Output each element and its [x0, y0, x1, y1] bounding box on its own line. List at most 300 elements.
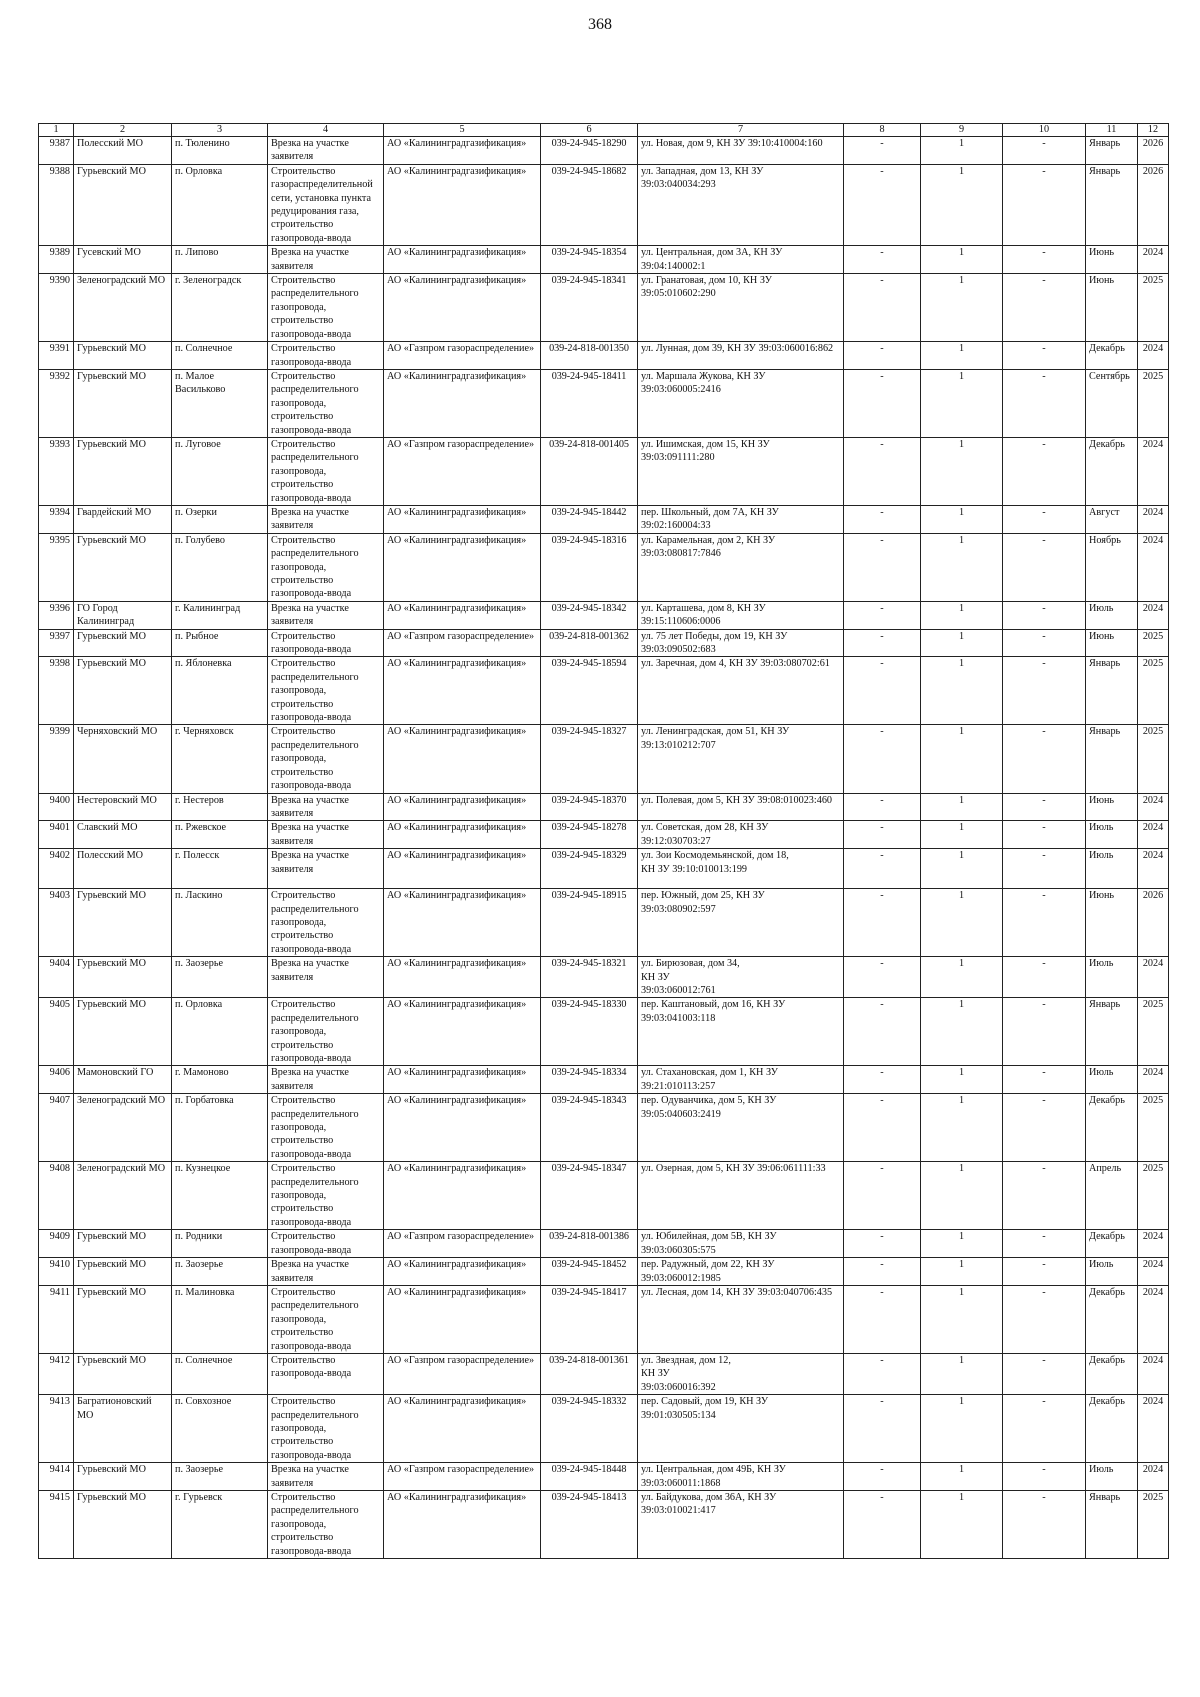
application-code-cell: 039-24-945-18342: [541, 601, 638, 629]
column-8-value-cell: -: [844, 342, 921, 370]
registry-body: [39, 137, 1169, 1559]
application-code-cell: 039-24-945-18327: [541, 725, 638, 793]
work-type-cell: Строительство распределительного газопровода, строительство газопровода-ввода: [268, 1395, 384, 1463]
address-cell: пер. Каштановый, дом 16, КН ЗУ 39:03:041003:118: [638, 998, 844, 1066]
organization-cell: АО «Газпром газораспределение»: [384, 342, 541, 370]
column-8-value-cell: -: [844, 957, 921, 998]
municipality-cell: Гурьевский МО: [74, 533, 172, 601]
municipality-cell: Гурьевский МО: [74, 957, 172, 998]
column-8-value-cell: -: [844, 1162, 921, 1230]
row-number-cell: 9403: [39, 889, 74, 957]
year-cell: 2026: [1138, 137, 1169, 165]
work-type-cell: Строительство распределительного газопровода, строительство газопровода-ввода: [268, 1285, 384, 1353]
month-cell: Июль: [1086, 1066, 1138, 1094]
column-9-value-cell: 1: [921, 342, 1003, 370]
table-row: [39, 793, 1169, 821]
address-cell: ул. Лунная, дом 39, КН ЗУ 39:03:060016:862: [638, 342, 844, 370]
table-row: [39, 164, 1169, 245]
column-9-value-cell: 1: [921, 1285, 1003, 1353]
row-number-cell: 9389: [39, 246, 74, 274]
settlement-cell: п. Кузнецкое: [172, 1162, 268, 1230]
month-cell: Ноябрь: [1086, 533, 1138, 601]
municipality-cell: Гурьевский МО: [74, 342, 172, 370]
month-cell: Январь: [1086, 657, 1138, 725]
row-number-cell: 9396: [39, 601, 74, 629]
year-cell: 2024: [1138, 1230, 1169, 1258]
column-10-value-cell: -: [1003, 725, 1086, 793]
row-number-cell: 9415: [39, 1491, 74, 1559]
address-cell: ул. Лесная, дом 14, КН ЗУ 39:03:040706:435: [638, 1285, 844, 1353]
address-cell: ул. Западная, дом 13, КН ЗУ 39:03:040034:293: [638, 164, 844, 245]
column-8-value-cell: -: [844, 1285, 921, 1353]
column-10-value-cell: -: [1003, 164, 1086, 245]
column-10-value-cell: -: [1003, 821, 1086, 849]
column-8-value-cell: -: [844, 849, 921, 889]
address-cell: пер. Южный, дом 25, КН ЗУ 39:03:080902:597: [638, 889, 844, 957]
column-10-value-cell: -: [1003, 601, 1086, 629]
address-cell: ул. Полевая, дом 5, КН ЗУ 39:08:010023:460: [638, 793, 844, 821]
column-8-value-cell: -: [844, 137, 921, 165]
row-number-cell: 9387: [39, 137, 74, 165]
column-9-value-cell: 1: [921, 821, 1003, 849]
table-row: [39, 533, 1169, 601]
municipality-cell: Полесский МО: [74, 137, 172, 165]
municipality-cell: Черняховский МО: [74, 725, 172, 793]
work-type-cell: Строительство газопровода-ввода: [268, 1353, 384, 1394]
address-cell: ул. Стахановская, дом 1, КН ЗУ 39:21:010113:257: [638, 1066, 844, 1094]
application-code-cell: 039-24-945-18411: [541, 369, 638, 437]
organization-cell: АО «Калининградгазификация»: [384, 725, 541, 793]
table-row: [39, 1094, 1169, 1162]
column-8-value-cell: -: [844, 1491, 921, 1559]
work-type-cell: Строительство распределительного газопровода, строительство газопровода-ввода: [268, 725, 384, 793]
row-number-cell: 9414: [39, 1463, 74, 1491]
table-row: [39, 437, 1169, 505]
month-cell: Июль: [1086, 1258, 1138, 1286]
address-cell: ул. Зои Космодемьянской, дом 18, КН ЗУ 39:10:010013:199: [638, 849, 844, 889]
settlement-cell: г. Полесск: [172, 849, 268, 889]
column-10-value-cell: -: [1003, 137, 1086, 165]
year-cell: 2025: [1138, 657, 1169, 725]
settlement-cell: п. Совхозное: [172, 1395, 268, 1463]
row-number-cell: 9394: [39, 505, 74, 533]
table-row: [39, 1463, 1169, 1491]
work-type-cell: Строительство распределительного газопровода, строительство газопровода-ввода: [268, 998, 384, 1066]
year-cell: 2025: [1138, 629, 1169, 657]
column-10-value-cell: -: [1003, 849, 1086, 889]
address-cell: пер. Садовый, дом 19, КН ЗУ 39:01:030505:134: [638, 1395, 844, 1463]
application-code-cell: 039-24-945-18448: [541, 1463, 638, 1491]
year-cell: 2024: [1138, 821, 1169, 849]
year-cell: 2024: [1138, 437, 1169, 505]
organization-cell: АО «Калининградгазификация»: [384, 998, 541, 1066]
municipality-cell: Гусевский МО: [74, 246, 172, 274]
column-10-value-cell: -: [1003, 1230, 1086, 1258]
organization-cell: АО «Калининградгазификация»: [384, 274, 541, 342]
organization-cell: АО «Калининградгазификация»: [384, 1285, 541, 1353]
settlement-cell: г. Мамоново: [172, 1066, 268, 1094]
row-number-cell: 9412: [39, 1353, 74, 1394]
row-number-cell: 9406: [39, 1066, 74, 1094]
column-8-value-cell: -: [844, 1094, 921, 1162]
column-10-value-cell: -: [1003, 1463, 1086, 1491]
row-number-cell: 9393: [39, 437, 74, 505]
year-cell: 2024: [1138, 246, 1169, 274]
column-10-value-cell: -: [1003, 793, 1086, 821]
address-cell: пер. Школьный, дом 7А, КН ЗУ 39:02:160004:33: [638, 505, 844, 533]
work-type-cell: Врезка на участке заявителя: [268, 1066, 384, 1094]
column-header: 8: [844, 124, 921, 137]
application-code-cell: 039-24-945-18341: [541, 274, 638, 342]
month-cell: Июль: [1086, 601, 1138, 629]
column-8-value-cell: -: [844, 821, 921, 849]
column-9-value-cell: 1: [921, 793, 1003, 821]
row-number-cell: 9409: [39, 1230, 74, 1258]
column-8-value-cell: -: [844, 369, 921, 437]
column-9-value-cell: 1: [921, 1094, 1003, 1162]
application-code-cell: 039-24-945-18334: [541, 1066, 638, 1094]
column-10-value-cell: -: [1003, 246, 1086, 274]
work-type-cell: Строительство газораспределительной сети, установка пункта редуцирования газа, строительство газопровода-ввода: [268, 164, 384, 245]
column-8-value-cell: -: [844, 246, 921, 274]
table-row: [39, 1395, 1169, 1463]
organization-cell: АО «Калининградгазификация»: [384, 1395, 541, 1463]
column-10-value-cell: -: [1003, 505, 1086, 533]
month-cell: Декабрь: [1086, 437, 1138, 505]
work-type-cell: Строительство газопровода-ввода: [268, 629, 384, 657]
address-cell: ул. Байдукова, дом 36А, КН ЗУ 39:03:010021:417: [638, 1491, 844, 1559]
gasification-registry-table: [38, 123, 1169, 1559]
row-number-cell: 9407: [39, 1094, 74, 1162]
work-type-cell: Врезка на участке заявителя: [268, 821, 384, 849]
work-type-cell: Врезка на участке заявителя: [268, 601, 384, 629]
column-9-value-cell: 1: [921, 1353, 1003, 1394]
municipality-cell: Гурьевский МО: [74, 998, 172, 1066]
application-code-cell: 039-24-945-18413: [541, 1491, 638, 1559]
application-code-cell: 039-24-818-001405: [541, 437, 638, 505]
address-cell: ул. Звездная, дом 12, КН ЗУ 39:03:060016:392: [638, 1353, 844, 1394]
municipality-cell: Гурьевский МО: [74, 1230, 172, 1258]
month-cell: Январь: [1086, 998, 1138, 1066]
application-code-cell: 039-24-945-18370: [541, 793, 638, 821]
year-cell: 2024: [1138, 1066, 1169, 1094]
column-8-value-cell: -: [844, 164, 921, 245]
settlement-cell: г. Черняховск: [172, 725, 268, 793]
column-header: 1: [39, 124, 74, 137]
column-8-value-cell: -: [844, 274, 921, 342]
address-cell: ул. Ишимская, дом 15, КН ЗУ 39:03:091111:280: [638, 437, 844, 505]
table-row: [39, 1258, 1169, 1286]
month-cell: Апрель: [1086, 1162, 1138, 1230]
address-cell: ул. Карамельная, дом 2, КН ЗУ 39:03:080817:7846: [638, 533, 844, 601]
column-8-value-cell: -: [844, 1258, 921, 1286]
organization-cell: АО «Калининградгазификация»: [384, 889, 541, 957]
organization-cell: АО «Калининградгазификация»: [384, 821, 541, 849]
municipality-cell: Полесский МО: [74, 849, 172, 889]
table-row: [39, 1162, 1169, 1230]
column-9-value-cell: 1: [921, 1230, 1003, 1258]
table-row: [39, 1285, 1169, 1353]
year-cell: 2025: [1138, 998, 1169, 1066]
year-cell: 2024: [1138, 1395, 1169, 1463]
organization-cell: АО «Газпром газораспределение»: [384, 629, 541, 657]
organization-cell: АО «Калининградгазификация»: [384, 137, 541, 165]
column-header: 7: [638, 124, 844, 137]
settlement-cell: п. Озерки: [172, 505, 268, 533]
settlement-cell: г. Гурьевск: [172, 1491, 268, 1559]
table-row: [39, 369, 1169, 437]
row-number-cell: 9411: [39, 1285, 74, 1353]
month-cell: Июль: [1086, 957, 1138, 998]
municipality-cell: Багратионовский МО: [74, 1395, 172, 1463]
organization-cell: АО «Калининградгазификация»: [384, 601, 541, 629]
application-code-cell: 039-24-945-18321: [541, 957, 638, 998]
row-number-cell: 9391: [39, 342, 74, 370]
table-row: [39, 601, 1169, 629]
table-row: [39, 821, 1169, 849]
address-cell: пер. Одуванчика, дом 5, КН ЗУ 39:05:040603:2419: [638, 1094, 844, 1162]
work-type-cell: Строительство газопровода-ввода: [268, 1230, 384, 1258]
municipality-cell: Гурьевский МО: [74, 1491, 172, 1559]
year-cell: 2025: [1138, 725, 1169, 793]
table-row: [39, 657, 1169, 725]
column-9-value-cell: 1: [921, 137, 1003, 165]
column-9-value-cell: 1: [921, 957, 1003, 998]
column-8-value-cell: -: [844, 1463, 921, 1491]
address-cell: ул. Маршала Жукова, КН ЗУ 39:03:060005:2416: [638, 369, 844, 437]
address-cell: ул. Центральная, дом 3А, КН ЗУ 39:04:140002:1: [638, 246, 844, 274]
address-cell: ул. 75 лет Победы, дом 19, КН ЗУ 39:03:090502:683: [638, 629, 844, 657]
settlement-cell: п. Ржевское: [172, 821, 268, 849]
column-9-value-cell: 1: [921, 274, 1003, 342]
column-10-value-cell: -: [1003, 342, 1086, 370]
column-header: 5: [384, 124, 541, 137]
settlement-cell: п. Луговое: [172, 437, 268, 505]
application-code-cell: 039-24-945-18329: [541, 849, 638, 889]
column-9-value-cell: 1: [921, 437, 1003, 505]
column-header: 9: [921, 124, 1003, 137]
column-8-value-cell: -: [844, 1353, 921, 1394]
column-9-value-cell: 1: [921, 657, 1003, 725]
organization-cell: АО «Калининградгазификация»: [384, 1094, 541, 1162]
column-9-value-cell: 1: [921, 1258, 1003, 1286]
work-type-cell: Строительство газопровода-ввода: [268, 342, 384, 370]
column-header: 11: [1086, 124, 1138, 137]
column-10-value-cell: -: [1003, 1491, 1086, 1559]
column-10-value-cell: -: [1003, 274, 1086, 342]
row-number-cell: 9392: [39, 369, 74, 437]
column-9-value-cell: 1: [921, 369, 1003, 437]
settlement-cell: п. Заозерье: [172, 1463, 268, 1491]
column-10-value-cell: -: [1003, 1285, 1086, 1353]
organization-cell: АО «Калининградгазификация»: [384, 793, 541, 821]
column-10-value-cell: -: [1003, 369, 1086, 437]
column-9-value-cell: 1: [921, 1066, 1003, 1094]
column-10-value-cell: -: [1003, 998, 1086, 1066]
settlement-cell: п. Орловка: [172, 164, 268, 245]
month-cell: Декабрь: [1086, 342, 1138, 370]
column-9-value-cell: 1: [921, 725, 1003, 793]
municipality-cell: Гурьевский МО: [74, 629, 172, 657]
table-row: [39, 342, 1169, 370]
year-cell: 2025: [1138, 1162, 1169, 1230]
work-type-cell: Врезка на участке заявителя: [268, 246, 384, 274]
work-type-cell: Строительство распределительного газопровода, строительство газопровода-ввода: [268, 1094, 384, 1162]
work-type-cell: Строительство распределительного газопровода, строительство газопровода-ввода: [268, 1491, 384, 1559]
column-10-value-cell: -: [1003, 533, 1086, 601]
row-number-cell: 9397: [39, 629, 74, 657]
year-cell: 2026: [1138, 889, 1169, 957]
municipality-cell: Гурьевский МО: [74, 1463, 172, 1491]
organization-cell: АО «Газпром газораспределение»: [384, 1463, 541, 1491]
column-9-value-cell: 1: [921, 1395, 1003, 1463]
municipality-cell: Гурьевский МО: [74, 1353, 172, 1394]
settlement-cell: п. Липово: [172, 246, 268, 274]
column-9-value-cell: 1: [921, 505, 1003, 533]
row-number-cell: 9400: [39, 793, 74, 821]
organization-cell: АО «Калининградгазификация»: [384, 164, 541, 245]
settlement-cell: п. Голубево: [172, 533, 268, 601]
column-8-value-cell: -: [844, 657, 921, 725]
page-number: 368: [588, 16, 612, 33]
settlement-cell: п. Малое Васильково: [172, 369, 268, 437]
column-10-value-cell: -: [1003, 629, 1086, 657]
column-9-value-cell: 1: [921, 1463, 1003, 1491]
table-row: [39, 998, 1169, 1066]
row-number-cell: 9388: [39, 164, 74, 245]
column-10-value-cell: -: [1003, 1162, 1086, 1230]
organization-cell: АО «Калининградгазификация»: [384, 533, 541, 601]
application-code-cell: 039-24-945-18915: [541, 889, 638, 957]
settlement-cell: п. Орловка: [172, 998, 268, 1066]
organization-cell: АО «Газпром газораспределение»: [384, 1230, 541, 1258]
row-number-cell: 9404: [39, 957, 74, 998]
municipality-cell: Гурьевский МО: [74, 437, 172, 505]
column-8-value-cell: -: [844, 601, 921, 629]
application-code-cell: 039-24-818-001361: [541, 1353, 638, 1394]
address-cell: пер. Радужный, дом 22, КН ЗУ 39:03:060012:1985: [638, 1258, 844, 1286]
year-cell: 2024: [1138, 1285, 1169, 1353]
address-cell: ул. Заречная, дом 4, КН ЗУ 39:03:080702:61: [638, 657, 844, 725]
municipality-cell: Гвардейский МО: [74, 505, 172, 533]
year-cell: 2025: [1138, 274, 1169, 342]
table-row: [39, 1353, 1169, 1394]
month-cell: Июнь: [1086, 629, 1138, 657]
table-row: [39, 274, 1169, 342]
column-8-value-cell: -: [844, 1395, 921, 1463]
column-9-value-cell: 1: [921, 164, 1003, 245]
column-header: 6: [541, 124, 638, 137]
application-code-cell: 039-24-818-001386: [541, 1230, 638, 1258]
settlement-cell: п. Солнечное: [172, 342, 268, 370]
organization-cell: АО «Калининградгазификация»: [384, 246, 541, 274]
column-10-value-cell: -: [1003, 1258, 1086, 1286]
address-cell: ул. Ленинградская, дом 51, КН ЗУ 39:13:010212:707: [638, 725, 844, 793]
settlement-cell: п. Ласкино: [172, 889, 268, 957]
column-header: 10: [1003, 124, 1086, 137]
month-cell: Декабрь: [1086, 1094, 1138, 1162]
month-cell: Август: [1086, 505, 1138, 533]
organization-cell: АО «Калининградгазификация»: [384, 1491, 541, 1559]
table-row: [39, 137, 1169, 165]
municipality-cell: Зеленоградский МО: [74, 1094, 172, 1162]
column-9-value-cell: 1: [921, 533, 1003, 601]
column-8-value-cell: -: [844, 889, 921, 957]
column-header-row: [39, 124, 1169, 137]
organization-cell: АО «Калининградгазификация»: [384, 1066, 541, 1094]
row-number-cell: 9413: [39, 1395, 74, 1463]
address-cell: ул. Гранатовая, дом 10, КН ЗУ 39:05:010602:290: [638, 274, 844, 342]
month-cell: Июнь: [1086, 246, 1138, 274]
municipality-cell: Гурьевский МО: [74, 889, 172, 957]
settlement-cell: п. Малиновка: [172, 1285, 268, 1353]
work-type-cell: Строительство распределительного газопровода, строительство газопровода-ввода: [268, 889, 384, 957]
work-type-cell: Строительство распределительного газопровода, строительство газопровода-ввода: [268, 274, 384, 342]
month-cell: Июнь: [1086, 793, 1138, 821]
column-10-value-cell: -: [1003, 957, 1086, 998]
application-code-cell: 039-24-945-18290: [541, 137, 638, 165]
municipality-cell: Мамоновский ГО: [74, 1066, 172, 1094]
month-cell: Декабрь: [1086, 1353, 1138, 1394]
row-number-cell: 9405: [39, 998, 74, 1066]
settlement-cell: п. Тюленино: [172, 137, 268, 165]
table-row: [39, 725, 1169, 793]
application-code-cell: 039-24-945-18354: [541, 246, 638, 274]
column-10-value-cell: -: [1003, 889, 1086, 957]
settlement-cell: п. Заозерье: [172, 957, 268, 998]
column-10-value-cell: -: [1003, 1353, 1086, 1394]
work-type-cell: Врезка на участке заявителя: [268, 1258, 384, 1286]
organization-cell: АО «Калининградгазификация»: [384, 957, 541, 998]
column-9-value-cell: 1: [921, 998, 1003, 1066]
column-9-value-cell: 1: [921, 1491, 1003, 1559]
work-type-cell: Врезка на участке заявителя: [268, 1463, 384, 1491]
work-type-cell: Врезка на участке заявителя: [268, 793, 384, 821]
column-10-value-cell: -: [1003, 437, 1086, 505]
municipality-cell: Зеленоградский МО: [74, 274, 172, 342]
application-code-cell: 039-24-945-18316: [541, 533, 638, 601]
organization-cell: АО «Калининградгазификация»: [384, 657, 541, 725]
year-cell: 2024: [1138, 1258, 1169, 1286]
table-row: [39, 889, 1169, 957]
column-header: 3: [172, 124, 268, 137]
month-cell: Январь: [1086, 137, 1138, 165]
table-row: [39, 1066, 1169, 1094]
row-number-cell: 9401: [39, 821, 74, 849]
address-cell: ул. Юбилейная, дом 5В, КН ЗУ 39:03:060305:575: [638, 1230, 844, 1258]
year-cell: 2026: [1138, 164, 1169, 245]
work-type-cell: Строительство распределительного газопровода, строительство газопровода-ввода: [268, 437, 384, 505]
row-number-cell: 9399: [39, 725, 74, 793]
organization-cell: АО «Калининградгазификация»: [384, 1162, 541, 1230]
application-code-cell: 039-24-945-18343: [541, 1094, 638, 1162]
column-8-value-cell: -: [844, 629, 921, 657]
column-9-value-cell: 1: [921, 889, 1003, 957]
address-cell: ул. Бирюзовая, дом 34, КН ЗУ 39:03:060012:761: [638, 957, 844, 998]
column-10-value-cell: -: [1003, 1094, 1086, 1162]
column-10-value-cell: -: [1003, 1066, 1086, 1094]
column-8-value-cell: -: [844, 533, 921, 601]
organization-cell: АО «Газпром газораспределение»: [384, 437, 541, 505]
year-cell: 2024: [1138, 601, 1169, 629]
column-10-value-cell: -: [1003, 657, 1086, 725]
work-type-cell: Строительство распределительного газопровода, строительство газопровода-ввода: [268, 657, 384, 725]
settlement-cell: г. Нестеров: [172, 793, 268, 821]
month-cell: Июль: [1086, 849, 1138, 889]
application-code-cell: 039-24-945-18594: [541, 657, 638, 725]
column-9-value-cell: 1: [921, 629, 1003, 657]
application-code-cell: 039-24-818-001362: [541, 629, 638, 657]
